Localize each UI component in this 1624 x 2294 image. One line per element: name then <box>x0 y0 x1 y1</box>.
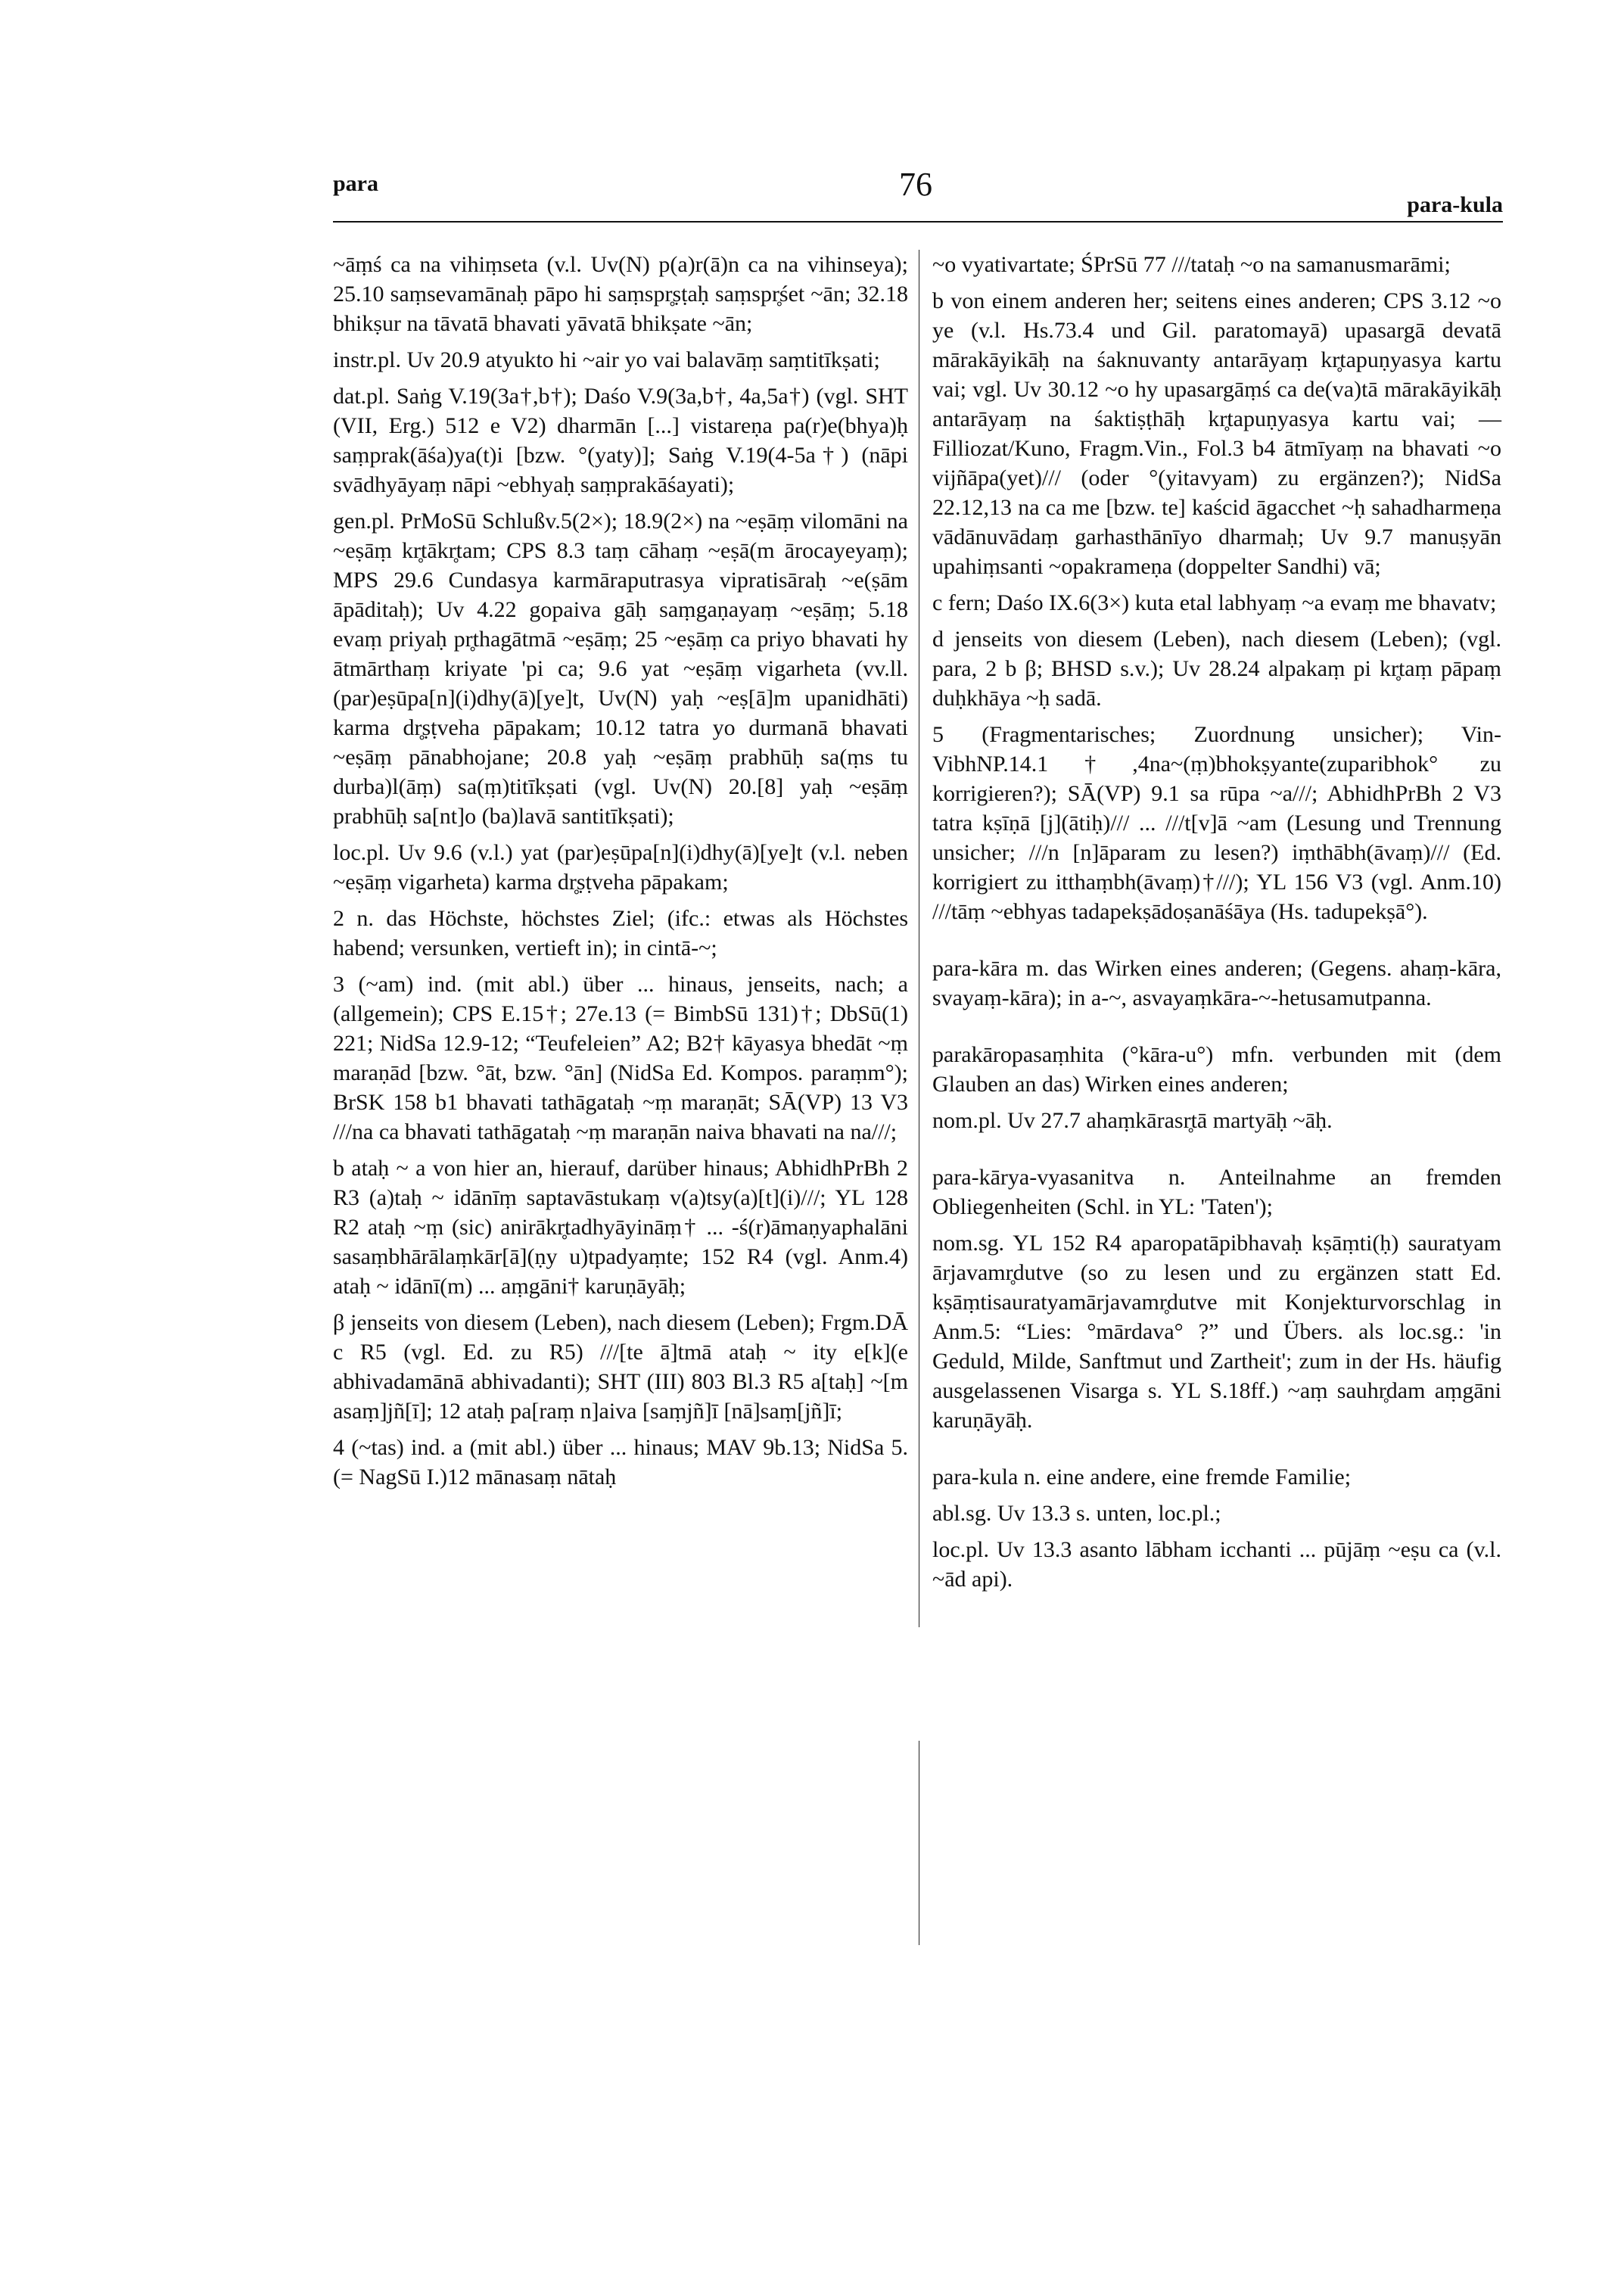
entry-paragraph: β jenseits von diesem (Leben), nach diesem (Leben); Frgm.DĀ c R5 (vgl. Ed. zu R5) ///[te ā]tmā ataḥ ~ ity e[k](e abhivadamānā abhivadanti); SHT (III) 803 Bl.3 R5 a[taḥ] ~[m asaṃ]jñ[ī]; 12 ataḥ pa[raṃ n]aiva [saṃjñ]ī [nā]saṃ[jñ]ī; <box>333 1310 908 1424</box>
right-column <box>932 250 1501 1601</box>
entry-paragraph: abl.sg. Uv 13.3 s. unten, loc.pl.; <box>932 1501 1221 1526</box>
entry-paragraph: loc.pl. Uv 9.6 (v.l.) yat (par)eṣūpa[n](i)dhy(ā)[ye]t (v.l. neben ~eṣāṃ vigarheta) karma dr̥ṣṭveha pāpakam; <box>333 840 908 895</box>
entry-paragraph: nom.pl. Uv 27.7 ahaṃkārasr̥tā martyāḥ ~āḥ. <box>932 1108 1333 1133</box>
entry-paragraph: gen.pl. PrMoSū Schlußv.5(2×); 18.9(2×) na ~eṣāṃ vilomāni na ~eṣāṃ kr̥tākr̥tam; CPS 8.3 taṃ cāhaṃ ~eṣā(m ārocayeyaṃ); MPS 29.6 Cundasya karmāraputrasya vipratisāraḥ ~e(ṣām āpāditaḥ); Uv 4.22 gopaiva gāḥ saṃgaṇayaṃ ~eṣāṃ; 5.18 evaṃ priyaḥ pr̥thagātmā ~eṣāṃ; 25 ~eṣāṃ ca priyo bhavati hy ātmārthaṃ kriyate 'pi ca; 9.6 yat ~eṣāṃ vigarheta (vv.ll. (par)eṣūpa[n](i)dhy(ā)[ye]t, Uv(N) yaḥ ~eṣ[ā]m upanidhāti) karma dr̥ṣṭveha pāpakam; 10.12 tatra yo durmanā bhavati ~eṣāṃ pānabhojane; 20.8 yaḥ ~eṣāṃ prabhūḥ sa(ṃs tu durba)l(āṃ) sa(ṃ)titīkṣati (vgl. Uv(N) 20.[8] yaḥ ~eṣāṃ prabhūḥ sa[nt]o (ba)lavā santitīkṣati); <box>333 509 908 829</box>
entry-paragraph: dat.pl. Saṅg V.19(3a†,b†); Daśo V.9(3a,b†, 4a,5a†) (vgl. SHT (VII, Erg.) 512 e V2) dharmān [...] vistareṇa pa(r)e(bhya)ḥ saṃprak(āśa)ya(t)i [bzw. °(yaty)]; Saṅg V.19(4-5a†) (nāpi svādhyāyaṃ nāpi ~ebhyaḥ saṃprakāśayati); <box>333 384 908 497</box>
header-rule <box>333 221 1503 223</box>
entry-paragraph: ~o vyativartate; ŚPrSū 77 ///tataḥ ~o na samanusmarāmi; <box>932 252 1451 277</box>
entry-paragraph: 2 n. das Höchste, höchstes Ziel; (ifc.: etwas als Höchstes habend; versunken, vertieft in); in cintā-~; <box>333 906 908 960</box>
entry-paragraph: ~āṃś ca na vihiṃseta (v.l. Uv(N) p(a)r(ā)n ca na vihinseya); 25.10 saṃsevamānaḥ pāpo hi saṃspr̥ṣṭaḥ saṃspr̥śet ~ān; 32.18 bhikṣur na tāvatā bhavati yāvatā bhikṣate ~ān; <box>333 252 908 336</box>
entry-paragraph: nom.sg. YL 152 R4 aparopatāpibhavaḥ kṣāṃti(ḥ) sauratyam ārjavamr̥dutve (so zu lesen und zu ergänzen statt Ed. kṣāṃtisauratyamārjavamr̥dutve mit Konjekturvorschlag in Anm.5: “Lies: °mārdava° ?” und Übers. als loc.sg.: 'in Geduld, Milde, Sanftmut und Zartheit'; zum in der Hs. häufig ausgelassenen Visarga s. YL S.18ff.) ~aṃ sauhr̥dam aṃgāni karuṇāyāḥ. <box>932 1231 1501 1433</box>
entry-paragraph: c fern; Daśo IX.6(3×) kuta etal labhyaṃ ~a evaṃ me bhavatv; <box>932 590 1497 615</box>
entry-paragraph: b ataḥ ~ a von hier an, hierauf, darüber hinaus; AbhidhPrBh 2 R3 (a)taḥ ~ idānīṃ saptavāstukaṃ v(a)tsy(a)[t](i)///; YL 128 R2 ataḥ ~ṃ (sic) anirākr̥tadhyāyināṃ† ... -ś(r)āmaṇyaphalāni sasaṃbhārālaṃkār[ā](ṇy u)tpadyaṃte; 152 R4 (vgl. Anm.4) ataḥ ~ idānī(m) ... aṃgāni† karuṇāyāḥ; <box>333 1156 908 1299</box>
headword-entry-para-kula: para-kula n. eine andere, eine fremde Familie; <box>932 1464 1352 1489</box>
entry-paragraph: instr.pl. Uv 20.9 atyukto hi ~air yo vai balavāṃ saṃtitīkṣati; <box>333 347 880 372</box>
entry-paragraph: 3 (~am) ind. (mit abl.) über ... hinaus, jenseits, nach; a (allgemein); CPS E.15†; 27e.13 (= BimbSū 131)†; DbSū(1) 221; NidSa 12.9-12; “Teufeleien” A2; B2† kāyasya bhedāt ~ṃ maraṇād [bzw. °āt, bzw. °ān] (NidSa Ed. Kompos. paraṃm°); BrSK 158 b1 bhavati tathāgataḥ ~ṃ maraṇāt; SĀ(VP) 13 V3 ///na ca bhavati tathāgataḥ ~ṃ maraṇān naiva bhavati na na///; <box>333 972 908 1144</box>
headword-entry-para-kara: para-kāra m. das Wirken eines anderen; (Gegens. ahaṃ-kāra, svayaṃ-kāra); in a-~, asvayaṃkāra-~-hetusamutpanna. <box>932 956 1501 1010</box>
entry-paragraph: loc.pl. Uv 13.3 asanto lābham icchanti ... pūjāṃ ~eṣu ca (v.l. ~ād api). <box>932 1537 1501 1592</box>
headword-entry-parakaropasamhita: parakāropasaṃhita (°kāra-u°) mfn. verbunden mit (dem Glauben an das) Wirken eines anderen; <box>932 1042 1501 1097</box>
entry-paragraph: 4 (~tas) ind. a (mit abl.) über ... hinaus; MAV 9b.13; NidSa 5.(= NagSū I.)12 mānasaṃ nātaḥ <box>333 1435 908 1489</box>
header-right-headword: para-kula <box>1407 192 1503 217</box>
entry-paragraph: d jenseits von diesem (Leben), nach diesem (Leben); (vgl. para, 2 b β; BHSD s.v.); Uv 28.24 alpakaṃ pi kr̥taṃ pāpaṃ duḥkhāya ~ḥ sadā. <box>932 627 1501 711</box>
entry-paragraph: b von einem anderen her; seitens eines anderen; CPS 3.12 ~o ye (v.l. Hs.73.4 und Gil. paratomayā) upasargā devatā mārakāyikāḥ na śaknuvanty antarāyaṃ kr̥tapuṇyasya kartu vai; vgl. Uv 30.12 ~o hy upasargāṃś ca de(va)tā mārakāyikāḥ antarāyaṃ na śaktiṣṭhāḥ kr̥tapuṇyasya kartu vai; — Filliozat/Kuno, Fragm.Vin., Fol.3 b4 ātmīyaṃ na bhavati ~o vijñāpa(yet)/// (oder °(yitavyam) zu ergänzen?); NidSa 22.12,13 na ca me [bzw. te] kaścid āgacchet ~ḥ sahadharmeṇa vādānuvādaṃ garhasthānīyo dharmaḥ; Uv 9.7 manuṣyān upahiṃsanti ~opakrameṇa (doppelter Sandhi) vā; <box>932 288 1501 579</box>
entry-paragraph: 5 (Fragmentarisches; Zuordnung unsicher); Vin-VibhNP.14.1†,4na~(ṃ)bhokṣyante(zuparibhok° zu korrigieren?); SĀ(VP) 9.1 sa rūpa ~a///; AbhidhPrBh 2 V3 tatra kṣīṇā [j](ātiḥ)/// ... ///t[v]ā ~am (Lesung und Trennung unsicher; ///n [n]āparam zu lesen?) iṃthābh(āvaṃ)/// (Ed. korrigiert zu itthaṃbh(āvaṃ)†///); YL 156 V3 (vgl. Anm.10) ///tāṃ ~ebhyas tadapekṣādoṣanāśāya (Hs. tadupekṣā°). <box>932 722 1501 924</box>
header-left-headword: para <box>333 171 378 196</box>
left-column <box>333 250 908 1499</box>
page-number: 76 <box>899 166 932 203</box>
headword-entry-para-karya-vyasanitva: para-kārya-vyasanitva n. Anteilnahme an fremden Obliegenheiten (Schl. in YL: 'Taten'); <box>932 1165 1501 1219</box>
